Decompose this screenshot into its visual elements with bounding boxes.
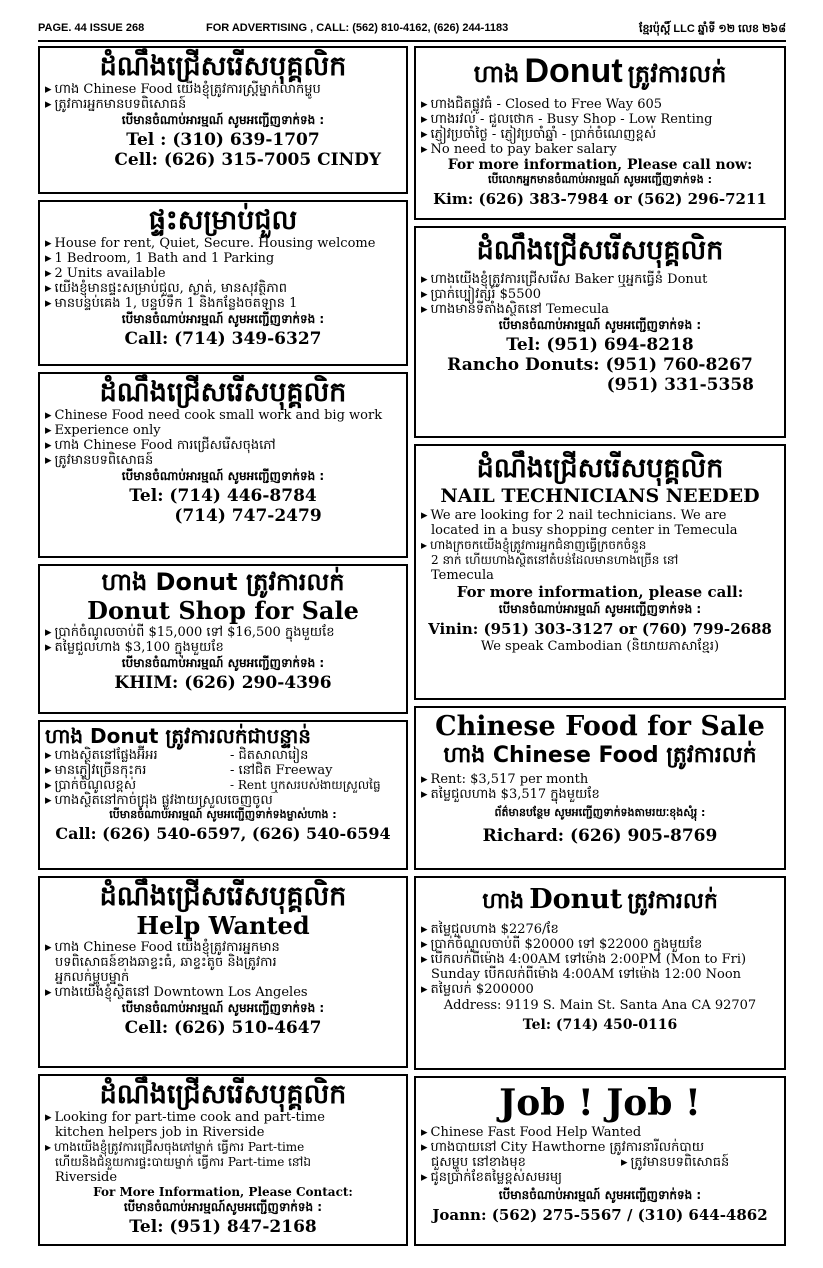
ad-phone: (951) 331-5358	[606, 375, 754, 396]
ad-line: ហើយនិងជំនួយការផ្ទះបាយម្នាក់ ធ្វើការ Part-time នៅឯ	[55, 1155, 311, 1170]
ad-line: ▸ No need to pay baker salary	[421, 142, 779, 157]
ad-title-en: Donut	[529, 884, 623, 915]
ad-line: ជួសម្ហូប នៅខាងមុខ	[431, 1155, 526, 1170]
ad-contact-prompt: បើមានចំណាប់អារម្មណ៍ សូមអញ្ជើញទាក់ទង :	[498, 602, 702, 617]
ad-phone: Rancho Donuts: (951) 760-8267	[447, 355, 753, 376]
ad-help-wanted	[38, 876, 408, 1068]
ad-title-kh: ត្រូវការលក់	[627, 889, 718, 914]
ad-line: - នៅជិត Freeway	[230, 763, 333, 778]
ad-contact-prompt: បើមានចំណាប់អារម្មណ៍ សូមអញ្ជើញទាក់ទង :	[121, 655, 325, 670]
ad-title: ហាង Donut ត្រូវការលក់ជាបន្ទាន់	[45, 724, 311, 748]
ad-phone: Cell: (626) 315-7005 CINDY	[114, 150, 381, 171]
ad-line: ▸ 1 Bedroom, 1 Bath and 1 Parking	[45, 251, 401, 266]
ad-phone: Tel: (714) 450-0116	[522, 1017, 678, 1033]
ad-part-time-cook	[38, 1074, 408, 1246]
ad-line: ▸ 2 Units available	[45, 266, 401, 281]
ad-line: ▸ ហាងយើងខ្ញុំស្ថិតនៅ Downtown Los Angeles	[45, 985, 401, 1000]
ad-line: - Rent ឬកសរបស់ងាយស្រួលធ្លៃ	[230, 778, 381, 792]
ad-title: ដំណឹងជ្រើសរើសបុគ្គលិក	[99, 51, 347, 82]
ad-line: ▸ បើកលក់ពីម៉ោង 4:00AM ទៅម៉ោង 2:00PM (Mon to Fri)	[421, 952, 779, 967]
ad-line: ▸ ហាង Chinese Food យើងខ្ញុំត្រូវការអ្នកមាន	[45, 940, 401, 955]
page-header	[38, 18, 786, 42]
ad-line: ▸ Chinese Food need cook small work and big work	[45, 408, 401, 423]
ad-line: បទពិសោធន៍ខាងឆាខ្ទះធំ, ឆាខ្ទះតូច និងត្រូវការ	[55, 955, 277, 971]
ad-line: 2 នាក់ ហើយហាងស្ថិតនៅតំបន់ដែលមានហាងច្រើន នៅ	[431, 553, 679, 568]
ad-contact-prompt: បើមានចំណាប់អារម្មណ៍ សូមអញ្ជើញទាក់ទង :	[121, 469, 325, 484]
ad-donut-shop-sale-1	[38, 564, 408, 714]
ad-line: ▸ ហាងបាយនៅ City Hawthorne ត្រូវការនារីលក់បាយ	[421, 1140, 779, 1155]
ad-line: ▸ ប្រាក់ចំណូលខ្ពស់	[45, 778, 136, 793]
ad-line: Sunday បើកលក់ពីម៉ោង 4:00AM ទៅម៉ោង 12:00 Noon	[431, 967, 742, 982]
ad-line: Riverside	[55, 1170, 118, 1186]
ad-chinese-food-sale	[414, 706, 786, 870]
ad-line: ▸ តម្លៃជួលហាង $3,517 ក្នុងមួយខែ	[421, 787, 779, 802]
ad-subtitle: Donut Shop for Sale	[87, 595, 359, 625]
ad-phone: (714) 747-2479	[174, 506, 322, 527]
ad-job-job	[414, 1076, 786, 1246]
ad-line: located in a busy shopping center in Temecula	[431, 523, 738, 539]
ad-line: ▸ តម្លៃលក់ $200000	[421, 982, 779, 997]
ad-line: ▸ House for rent, Quiet, Secure. Housing welcome	[45, 236, 401, 251]
ad-line: ▸ Looking for part-time cook and part-time	[45, 1110, 401, 1125]
ad-line: ▸ ត្រូវការអ្នកមានបទពិសោធន៍	[45, 97, 401, 112]
ad-contact-prompt: បើមានចំណាប់អារម្មណ៍ សូមអញ្ជើញទាក់ទង :	[121, 113, 325, 128]
ad-title-en: Donut	[524, 52, 623, 90]
ad-line: ▸ ប្រាក់ប្បៀវត្សរ៍ $5500	[421, 287, 779, 302]
ad-phone: KHIM: (626) 290-4396	[114, 672, 332, 693]
ad-line: ▸ តម្លៃជួលហាង $2276/ខែ	[421, 922, 779, 937]
ad-cook-wanted-2	[38, 372, 408, 558]
ad-line: ▸ ហាងក្រចកយើងខ្ញុំត្រូវការអ្នកជំនាញធ្វើក្រចកចំនួន	[421, 538, 779, 553]
ad-info: For more information, Please call now:	[447, 157, 753, 173]
ad-line: ▸ We are looking for 2 nail technicians. We are	[421, 508, 779, 523]
ad-title: ដំណឹងជ្រើសរើសបុគ្គលិក	[99, 377, 347, 408]
ad-info: For more information, please call:	[456, 583, 744, 602]
ad-contact-prompt: បើមានចំណាប់អារម្មណ៍ សូមអញ្ជើញទាក់ទង :	[498, 1188, 702, 1202]
ad-line: ▸ តម្លៃជួលហាង $3,100 ក្នុងមួយខែ	[45, 640, 401, 655]
ad-line: ▸ ហាងស្ថិតនៅកាច់ជ្រុង ផ្លូវងាយស្រួលចេញចូល	[45, 793, 401, 808]
ad-phone: Tel: (951) 694-8218	[506, 335, 694, 356]
ad-phone: Kim: (626) 383-7984 or (562) 296-7211	[433, 190, 767, 208]
ad-address: Address: 9119 S. Main St. Santa Ana CA 92707	[443, 998, 757, 1013]
ad-title-en: Chinese Food for Sale	[435, 711, 765, 742]
page-issue: PAGE. 44 ISSUE 268	[38, 22, 145, 34]
ad-title: ដំណឹងជ្រើសរើសបុគ្គលិក	[476, 235, 724, 266]
ad-info: For More Information, Please Contact:	[93, 1185, 353, 1200]
ad-line: ▸ ប្រាក់ចំណូលចាប់ពី $15,000 ទៅ $16,500 ក្នុងមួយខែ	[45, 625, 401, 640]
ad-line: ▸ Experience only	[45, 423, 401, 438]
ad-title: Job ! Job !	[499, 1082, 701, 1124]
ad-line: ▸ ជូនប្រាក់ខែតម្លៃខ្ពស់សមរម្យ	[421, 1170, 779, 1185]
ad-phone: Tel: (951) 847-2168	[129, 1217, 317, 1238]
ad-line: ▸ ហាងជិតផ្លូវធំ - Closed to Free Way 605	[421, 97, 779, 112]
ad-title: ហាង Donut ត្រូវការលក់	[101, 568, 345, 596]
ad-phone: Richard: (626) 905-8769	[482, 826, 718, 847]
ad-line: ▸ ប្រាក់ចំណូលចាប់ពី $20000 ទៅ $22000 ក្នុងមួយខែ	[421, 937, 779, 952]
ad-note: We speak Cambodian (និយាយភាសាខ្មែរ)	[480, 639, 720, 655]
ad-nail-technicians	[414, 444, 786, 700]
ad-line: ▸ មានភ្ញៀវច្រើនកុះករ	[45, 763, 146, 778]
ad-line: ▸ ភ្ញៀវប្រចាំថ្ងៃ - ភ្ញៀវប្រចាំឆ្នាំ - ប្រាក់ចំណេញខ្ពស់	[421, 127, 779, 142]
ad-line: ▸ ហាង Chinese Food ការជ្រើសរើសចុងភៅ	[45, 438, 401, 453]
ad-line: - ជិតសាលារៀន	[230, 748, 309, 763]
ad-title: ដំណឹងជ្រើសរើសបុគ្គលិក	[99, 1079, 347, 1110]
ad-donut-shop-sale-3	[414, 876, 786, 1070]
ad-contact-prompt: បើមានចំណាប់អារម្មណ៍ សូមអញ្ជើញទាក់ទង :	[121, 312, 325, 327]
ad-title-kh: ហាង Chinese Food ត្រូវការលក់	[443, 743, 757, 768]
ad-cook-wanted-1	[38, 46, 408, 194]
ad-line: ▸ Rent: $3,517 per month	[421, 772, 779, 787]
ad-contact-prompt: បើមានចំណាប់អារម្មណ៍ សូមអញ្ជើញទាក់ទង :	[121, 1001, 325, 1016]
ad-line: ▸ ហាងយើងខ្ញុំត្រូវការជ្រើសចុងភៅម្នាក់ ធ្វើការ Part-time	[45, 1140, 401, 1155]
advertising-contact: FOR ADVERTISING , CALL: (562) 810-4162, (626) 244-1183	[206, 22, 509, 34]
ad-title: ដំណឹងជ្រើសរើសបុគ្គលិក	[476, 453, 724, 484]
ad-donut-shop-sale-2	[414, 46, 786, 220]
ad-line: អ្នកលក់ម្ហូបម្នាក់	[55, 970, 130, 986]
ad-line: Temecula	[431, 568, 494, 584]
ad-phone: Tel : (310) 639-1707	[126, 130, 320, 151]
ad-contact-prompt: បើលោកអ្នកមានចំណាប់អារម្មណ៍ សូមអញ្ជើញទាក់ទង :	[488, 173, 712, 186]
ad-title-kh: ហាង	[473, 60, 520, 88]
ad-line: kitchen helpers job in Riverside	[55, 1125, 265, 1141]
ad-title-kh: ហាង	[482, 889, 525, 914]
publication-info: ខ្មែរប៉ុស្ដិ៍ LLC ឆ្នាំទី ១២ លេខ ២៦៨	[638, 23, 786, 35]
ad-line: ▸ ហាងយើងខ្ញុំត្រូវការជ្រើសរើស Baker ឬអ្នកធ្វើនំ Donut	[421, 272, 779, 287]
ad-phone: Joann: (562) 275-5567 / (310) 644-4862	[432, 1206, 768, 1224]
ad-phone: Cell: (626) 510-4647	[124, 1018, 322, 1039]
ad-phone: Call: (626) 540-6597, (626) 540-6594	[55, 824, 391, 843]
ad-subtitle: Help Wanted	[136, 911, 310, 941]
ad-line: ▸ ត្រូវមានបទពិសោធន៍	[621, 1155, 729, 1170]
ad-title: ផ្ទះសម្រាប់ជួល	[148, 205, 298, 236]
ad-title-kh: ត្រូវការលក់	[627, 60, 727, 88]
ad-title: ដំណឹងជ្រើសរើសបុគ្គលិក	[99, 881, 347, 912]
ad-contact-prompt: ព័ត៌មានបន្ថែម សូមអញ្ជើញទាក់ទងតាមរយៈខុងសំរ្ពុ :	[494, 806, 706, 820]
ad-line: ▸ ហាងរវល់ - ជួលថោក - Busy Shop - Low Renting	[421, 112, 779, 127]
ad-phone: Tel: (714) 446-8784	[129, 486, 317, 507]
ad-phone: Call: (714) 349-6327	[124, 329, 322, 350]
ad-line: ▸ ហាងស្ថិតនៅផ្លែងអ៊ីអរ	[45, 748, 158, 763]
ad-contact-prompt: បើមានចំណាប់អារម្មណ៍ សូមអញ្ជើញទាក់ទង :	[498, 318, 702, 333]
ad-baker-wanted	[414, 226, 786, 438]
ad-subtitle: NAIL TECHNICIANS NEEDED	[440, 485, 760, 508]
ad-house-for-rent	[38, 200, 408, 366]
ad-donut-urgent-sale	[38, 720, 408, 870]
ad-line: ▸ ហាងមានទីតាំងស្ថិតនៅ Temecula	[421, 302, 779, 317]
ad-line: ▸ ត្រូវមានបទពិសោធន៍	[45, 453, 401, 468]
ad-contact-prompt: បើមានចំណាប់អារម្មណ៍សូមអញ្ជើញទាក់ទង :	[123, 1200, 323, 1215]
ad-line: ▸ យើងខ្ញុំមានផ្ទះសម្រាប់ជួល, ស្ងាត់, មានសុវត្ថិភាព	[45, 281, 401, 296]
ad-phone: Vinin: (951) 303-3127 or (760) 799-2688	[428, 620, 772, 639]
ad-line: ▸ Chinese Fast Food Help Wanted	[421, 1125, 779, 1140]
ad-line: ▸ ហាង Chinese Food យើងខ្ញុំត្រូវការស្រ្តីម្នាក់លាក់ម្ហូប	[45, 82, 401, 97]
ad-line: ▸ មានបន្ទប់គេង 1, បន្ទប់ទឹក 1 និងកន្លែងចតឡាន 1	[45, 296, 401, 311]
ad-contact-prompt: បើមានចំណាប់អារម្មណ៍ សូមអញ្ជើញទាក់ទងម្ចាស់ហាង :	[109, 808, 337, 821]
